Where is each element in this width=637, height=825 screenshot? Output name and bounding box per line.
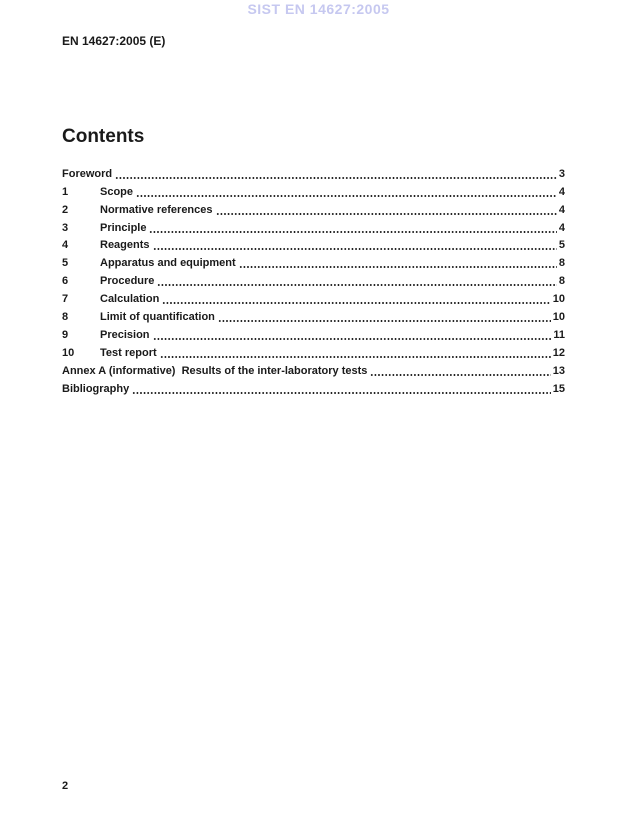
toc-entry-number: 9 xyxy=(62,328,69,341)
toc-entry xyxy=(62,252,565,270)
toc-leader-dots xyxy=(136,195,557,197)
contents-title: Contents xyxy=(62,126,145,147)
toc-entry-page: 4 xyxy=(558,203,565,216)
toc-entry-page: 5 xyxy=(558,239,565,252)
toc-leader-dots xyxy=(149,231,556,233)
toc-entry-label: Bibliography xyxy=(62,382,130,395)
toc-leader-dots xyxy=(162,302,550,304)
toc-entry-page: 12 xyxy=(552,346,565,359)
toc-entry-label: Precision xyxy=(100,328,150,341)
toc-leader-dots xyxy=(216,213,557,215)
page-number: 2 xyxy=(62,780,69,792)
watermark-text: SIST EN 14627:2005 xyxy=(247,1,390,17)
toc-entry-page: 15 xyxy=(552,382,565,395)
toc-entry xyxy=(62,217,565,235)
toc-entry-page: 13 xyxy=(552,364,565,377)
toc-entry xyxy=(62,181,565,199)
toc-entry xyxy=(62,270,565,288)
toc-entry-number: 6 xyxy=(62,275,69,288)
toc-entry-number: 5 xyxy=(62,257,69,270)
toc-entry-label: Apparatus and equipment xyxy=(100,257,236,270)
document-reference: EN 14627:2005 (E) xyxy=(62,34,166,48)
toc-entry xyxy=(62,324,565,342)
toc-leader-dots xyxy=(153,248,557,250)
toc-entry xyxy=(62,235,565,253)
toc-entry xyxy=(62,342,565,360)
toc-entry xyxy=(62,288,565,306)
toc-entry-page: 11 xyxy=(553,328,565,341)
toc-entry-label: Procedure xyxy=(100,275,155,288)
toc-entry-page: 3 xyxy=(558,167,565,180)
toc-leader-dots xyxy=(132,392,551,394)
toc-leader-dots xyxy=(115,177,557,179)
toc-entry xyxy=(62,360,565,378)
toc-entry-label: Scope xyxy=(100,185,134,198)
toc-leader-dots xyxy=(153,338,552,340)
toc-list xyxy=(62,163,565,396)
toc-entry xyxy=(62,163,565,181)
toc-entry-page: 8 xyxy=(558,275,565,288)
toc-entry-number: 10 xyxy=(62,346,75,359)
toc-entry-label: Test report xyxy=(100,346,157,359)
toc-entry-number: 7 xyxy=(62,293,69,306)
toc-entry-number: 3 xyxy=(62,221,69,234)
toc-entry xyxy=(62,378,565,396)
toc-entry-label: Limit of quantification xyxy=(100,311,215,324)
toc-entry-page: 8 xyxy=(558,257,565,270)
toc-entry-page: 10 xyxy=(552,311,565,324)
toc-entry-label: Annex A (informative) Results of the inter-laboratory tests xyxy=(62,364,368,377)
toc-leader-dots xyxy=(218,320,551,322)
toc-entry-label: Foreword xyxy=(62,167,113,180)
toc-entry-label: Principle xyxy=(100,221,147,234)
toc-leader-dots xyxy=(157,284,556,286)
toc-leader-dots xyxy=(160,356,551,358)
toc-entry-page: 4 xyxy=(558,221,565,234)
toc-entry-page: 4 xyxy=(558,185,565,198)
toc-entry xyxy=(62,199,565,217)
toc-entry-number: 4 xyxy=(62,239,69,252)
toc-entry-number: 2 xyxy=(62,203,69,216)
toc-entry-label: Calculation xyxy=(100,293,160,306)
toc-leader-dots xyxy=(370,374,550,376)
toc-entry-number: 8 xyxy=(62,311,69,324)
toc-entry-number: 1 xyxy=(62,185,69,198)
toc-leader-dots xyxy=(239,266,557,268)
toc-entry xyxy=(62,306,565,324)
toc-entry-label: Normative references xyxy=(100,203,213,216)
toc-entry-page: 10 xyxy=(552,293,565,306)
toc-entry-label: Reagents xyxy=(100,239,150,252)
